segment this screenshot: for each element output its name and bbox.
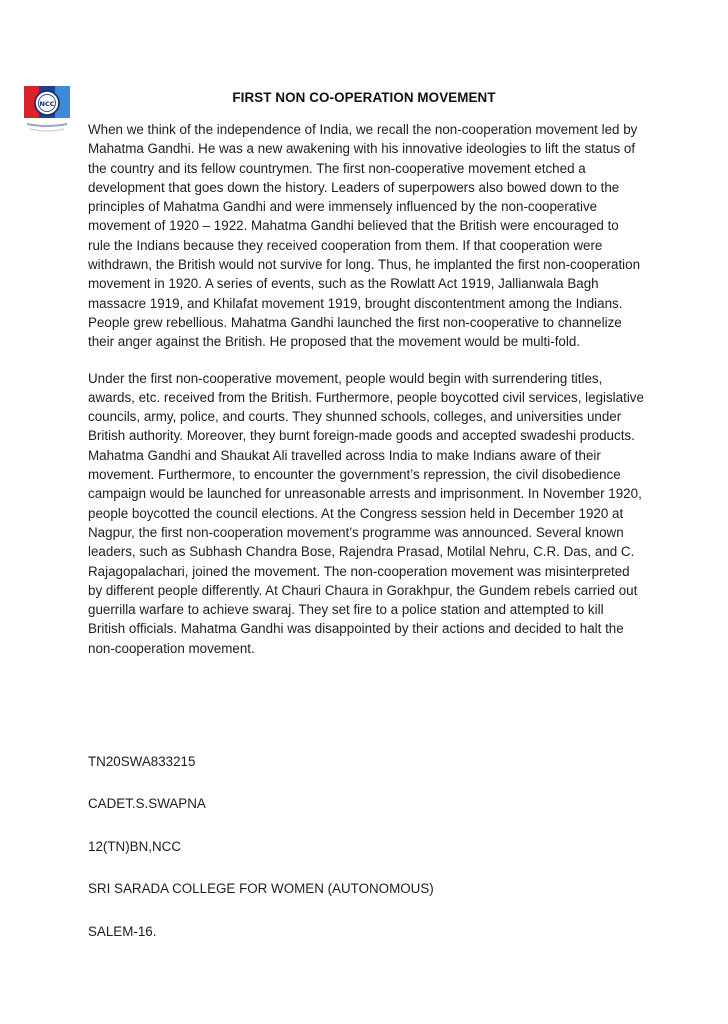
document-body [88,120,644,658]
unit-name: 12(TN)BN,NCC [88,839,181,854]
svg-text:NCC: NCC [39,100,55,108]
cadet-name: CADET.S.SWAPNA [88,796,206,811]
paragraph: When we think of the independence of India, we recall the non-cooperation movement led by Mahatma Gandhi. He was a new awakening with his innovative ideologies to lift the status of the country and its fellow countrymen. The first non-cooperative movement etched a development that goes down the history. Leaders of superpowers also bowed down to the principles of Mahatma Gandhi and were immensely influenced by the non-cooperative movement of 1920 – 1922. Mahatma Gandhi believed that the British were encouraged to rule the Indians because they received cooperation from them. If that cooperation were withdrawn, the British would not survive for long. Thus, he implanted the first non-cooperation movement in 1920. A series of events, such as the Rowlatt Act 1919, Jallianwala Bagh massacre 1919, and Khilafat movement 1919, brought discontentment among the Indians. People grew rebellious. Mahatma Gandhi launched the first non-cooperative to channelize their anger against the British. He proposed that the movement would be multi-fold. [88,122,641,350]
document-title: FIRST NON CO-OPERATION MOVEMENT [232,90,496,105]
college-name: SRI SARADA COLLEGE FOR WOMEN (AUTONOMOUS) [88,881,434,896]
city-name: SALEM-16. [88,924,157,939]
regimental-number: TN20SWA833215 [88,754,196,769]
paragraph: Under the first non-cooperative movement, people would begin with surrendering titles, awards, etc. received from the British. Furthermore, people boycotted civil services, legislative councils, army, police, and courts. They shunned schools, colleges, and universities under British authority. Moreover, they burnt foreign-made goods and accepted swadeshi products. Mahatma Gandhi and Shaukat Ali travelled across India to make Indians aware of their movement. Furthermore, to encounter the government’s repression, the civil disobedience campaign would be launched for unreasonable arrests and imprisonment. In November 1920, people boycotted the council elections. At the Congress session held in December 1920 at Nagpur, the first non-cooperation movement’s programme was announced. Several known leaders, such as Subhash Chandra Bose, Rajendra Prasad, Motilal Nehru, C.R. Das, and C. Rajagopalachari, joined the movement. The non-cooperation movement was misinterpreted by different people differently. At Chauri Chaura in Gorakhpur, the Gundem rebels carried out guerrilla warfare to achieve swaraj. They set fire to a police station and attempted to kill British officials. Mahatma Gandhi was disappointed by their actions and decided to halt the non-cooperation movement. [88,370,644,656]
